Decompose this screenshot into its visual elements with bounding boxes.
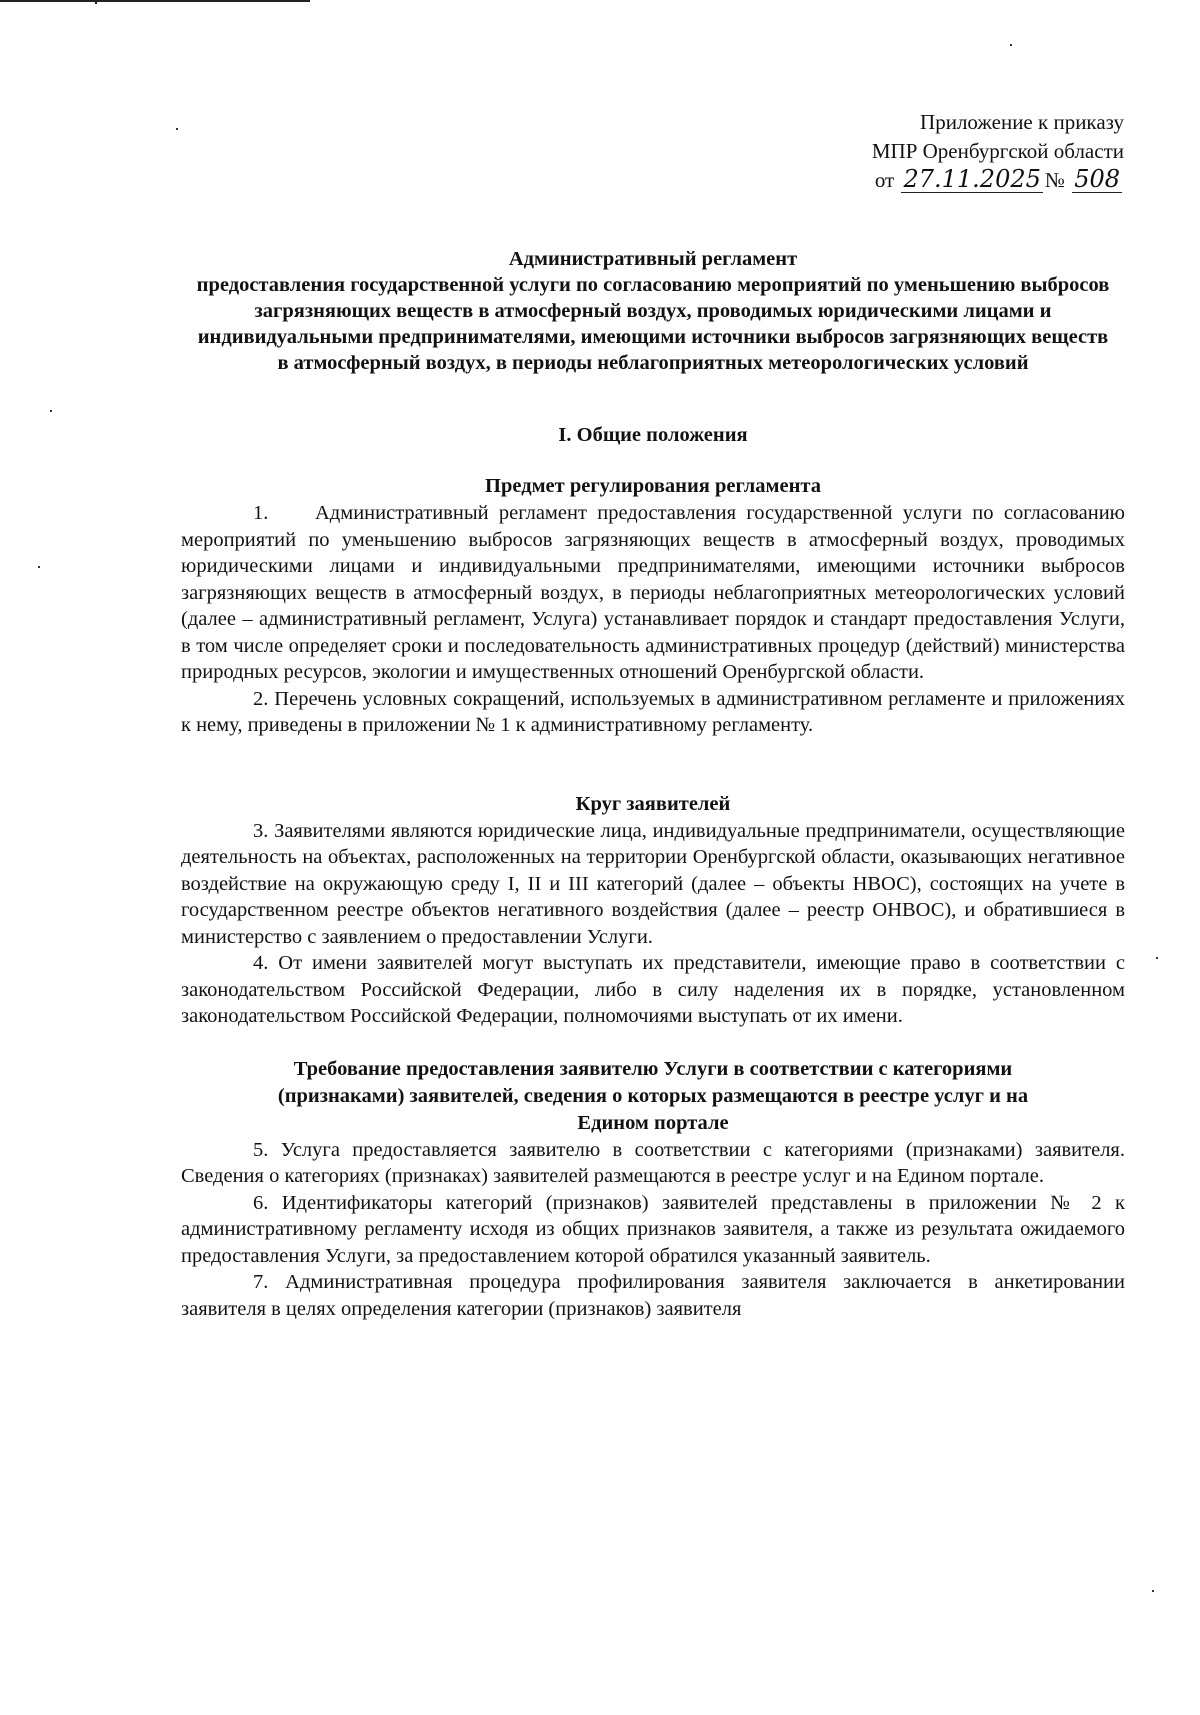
paragraph-7: 7. Административная процедура профилирования заявителя заключается в анкетировании заявителя в целях определения категории (признаков) заявителя — [181, 1271, 1125, 1320]
scan-speck — [38, 566, 40, 568]
section-heading-requirements-line1: Требование предоставления заявителю Услуги в соответствии с категориями — [293, 1057, 1013, 1080]
scan-speck — [1156, 957, 1158, 959]
paragraph-3: 3. Заявителями являются юридические лица, индивидуальные предприниматели, осуществляющие деятельность на объектах, расположенных на территории Оренбургской области, оказывающих негативное воздействие на окружающую среду I, II и III категорий (далее – объекты НВОС), состоящих на учете в государственном реестре объектов негативного воздействия (далее – реестр ОНВОС), и обратившиеся в министерство с заявлением о предоставлении Услуги. — [181, 819, 1125, 948]
scan-speck — [1010, 44, 1012, 46]
approval-date-prefix: от — [874, 168, 895, 192]
subsection-heading-subject: Предмет регулирования регламента — [485, 475, 821, 497]
document-body — [181, 246, 1125, 1322]
section-heading-requirements — [181, 1056, 1125, 1137]
paragraph-1-text: Административный регламент предоставления государственной услуги по согласованию мероприятий по уменьшению выбросов загрязняющих веществ в атмосферный воздух, проводимых юридическими лицами и индивидуальными предпринимателями, имеющими источники выбросов загрязняющих веществ в атмосферный воздух, в периоды неблагоприятных метеорологических условий (далее – административный регламент, Услуга) устанавливает порядок и стандарт предоставления Услуги, в том числе определяет сроки и последовательность административных процедур (действий) министерства природных ресурсов, экологии и имущественных отношений Оренбургской области. — [181, 502, 1125, 683]
document-subtitle: предоставления государственной услуги по согласованию мероприятий по уменьшению выбросов загрязняющих веществ в атмосферный воздух, проводимых юридическими лицами и индивидуальными предпринимателями, имеющими источники выбросов загрязняющих веществ в атмосферный воздух, в периоды неблагоприятных метеорологических условий — [196, 274, 1110, 374]
paragraph-1 — [181, 500, 1125, 686]
scan-artifact-line — [0, 0, 310, 2]
approval-line1: Приложение к приказу — [920, 110, 1124, 134]
scan-speck — [50, 410, 52, 412]
scan-speck — [1152, 1590, 1154, 1592]
paragraph-4: 4. От имени заявителей могут выступать их представители, имеющие право в соответствии с законодательством Российской Федерации, либо в силу наделения их в порядке, установленном законодательством Российской Федерации, полномочиями выступать от их имени. — [181, 952, 1125, 1027]
document-title: Административный регламент — [508, 248, 798, 270]
approval-stamp-block — [872, 108, 1124, 195]
approval-number-prefix: № — [1044, 168, 1065, 192]
scan-speck — [176, 128, 178, 130]
section-heading-general: I. Общие положения — [558, 424, 748, 446]
paragraph-6: 6. Идентификаторы категорий (признаков) заявителей представлены в приложении № 2 к административному регламенту исходя из общих признаков заявителя, а также из результата ожидаемого предоставления Услуги, за предоставлением которой обратился указанный заявитель. — [181, 1191, 1125, 1267]
section-heading-requirements-line2: (признаками) заявителей, сведения о которых размещаются в реестре услуг и на — [277, 1084, 1029, 1107]
section-heading-applicants: Круг заявителей — [575, 792, 731, 815]
approval-line2: МПР Оренбургской области — [871, 139, 1124, 163]
section-heading-requirements-line3: Едином портале — [577, 1111, 729, 1134]
approval-reference — [872, 166, 1124, 195]
approval-number-handwritten: 508 — [1074, 165, 1120, 193]
paragraph-1-number: 1. — [253, 502, 269, 524]
paragraph-5: 5. Услуга предоставляется заявителю в соответствии с категориями (признаками) заявителя. Сведения о категориях (признаках) заявителей размещаются в реестре услуг и на Едином портале. — [181, 1138, 1125, 1187]
approval-date-handwritten: 27.11.2025 — [903, 165, 1041, 193]
paragraph-2: 2. Перечень условных сокращений, используемых в административном регламенте и приложениях к нему, приведены в приложении № 1 к административному регламенту. — [181, 687, 1125, 736]
